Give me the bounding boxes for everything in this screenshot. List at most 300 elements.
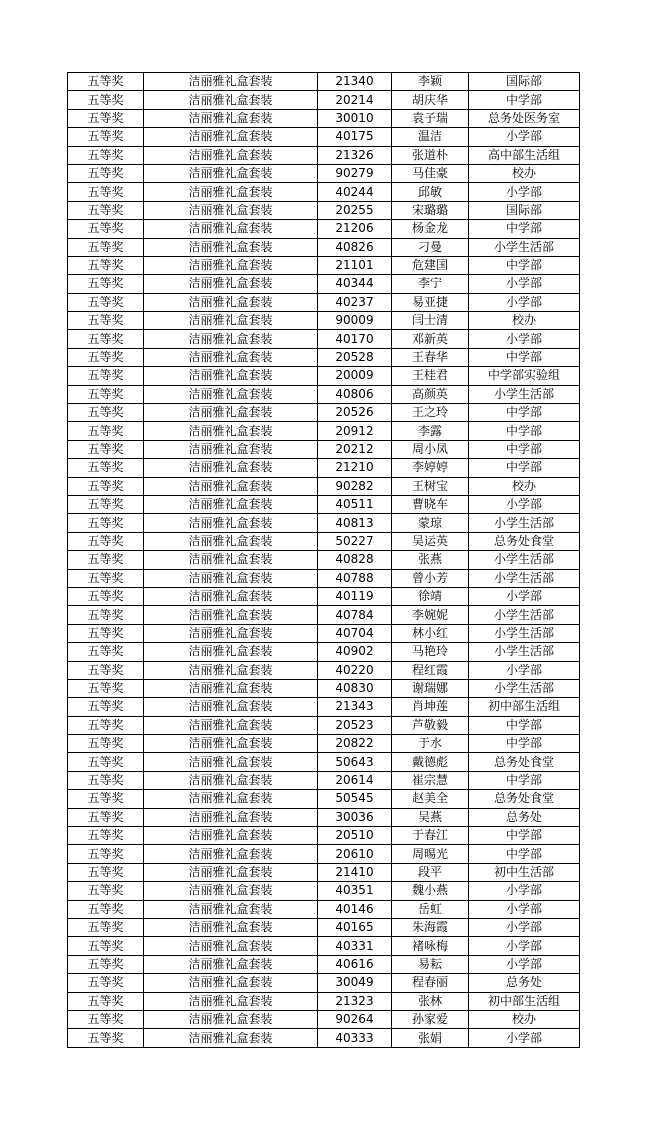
table-row bbox=[68, 220, 580, 238]
department-cell: 小学部 bbox=[469, 330, 580, 348]
person-name-cell: 周晹光 bbox=[392, 845, 469, 863]
staff-id-cell: 21343 bbox=[318, 698, 392, 716]
table-row bbox=[68, 790, 580, 808]
table-row bbox=[68, 918, 580, 936]
person-name-cell: 李颖 bbox=[392, 73, 469, 91]
table-row bbox=[68, 882, 580, 900]
person-name-cell: 张燕 bbox=[392, 551, 469, 569]
person-name-cell: 高颜英 bbox=[392, 385, 469, 403]
staff-id-cell: 20912 bbox=[318, 422, 392, 440]
person-name-cell: 李婷婷 bbox=[392, 459, 469, 477]
award-level-cell: 五等奖 bbox=[68, 293, 144, 311]
prize-item-cell: 洁丽雅礼盒套装 bbox=[144, 91, 318, 109]
prize-item-cell: 洁丽雅礼盒套装 bbox=[144, 459, 318, 477]
prize-item-cell: 洁丽雅礼盒套装 bbox=[144, 698, 318, 716]
award-level-cell: 五等奖 bbox=[68, 937, 144, 955]
award-level-cell: 五等奖 bbox=[68, 440, 144, 458]
department-cell: 中学部 bbox=[469, 716, 580, 734]
award-level-cell: 五等奖 bbox=[68, 1010, 144, 1028]
department-cell: 小学部 bbox=[469, 275, 580, 293]
staff-id-cell: 40511 bbox=[318, 495, 392, 513]
prize-item-cell: 洁丽雅礼盒套装 bbox=[144, 882, 318, 900]
department-cell: 中学部实验组 bbox=[469, 367, 580, 385]
award-level-cell: 五等奖 bbox=[68, 918, 144, 936]
award-level-cell: 五等奖 bbox=[68, 459, 144, 477]
award-level-cell: 五等奖 bbox=[68, 569, 144, 587]
prize-item-cell: 洁丽雅礼盒套装 bbox=[144, 606, 318, 624]
award-level-cell: 五等奖 bbox=[68, 753, 144, 771]
person-name-cell: 李露 bbox=[392, 422, 469, 440]
award-level-cell: 五等奖 bbox=[68, 404, 144, 422]
person-name-cell: 赵美全 bbox=[392, 790, 469, 808]
award-level-cell: 五等奖 bbox=[68, 808, 144, 826]
staff-id-cell: 50545 bbox=[318, 790, 392, 808]
person-name-cell: 林小红 bbox=[392, 624, 469, 642]
prize-item-cell: 洁丽雅礼盒套装 bbox=[144, 477, 318, 495]
department-cell: 初中部生活组 bbox=[469, 992, 580, 1010]
award-level-cell: 五等奖 bbox=[68, 955, 144, 973]
department-cell: 总务处医务室 bbox=[469, 109, 580, 127]
award-level-cell: 五等奖 bbox=[68, 477, 144, 495]
table-row bbox=[68, 992, 580, 1010]
person-name-cell: 程红霞 bbox=[392, 661, 469, 679]
staff-id-cell: 21101 bbox=[318, 256, 392, 274]
award-level-cell: 五等奖 bbox=[68, 201, 144, 219]
prize-item-cell: 洁丽雅礼盒套装 bbox=[144, 238, 318, 256]
award-level-cell: 五等奖 bbox=[68, 900, 144, 918]
award-level-cell: 五等奖 bbox=[68, 1029, 144, 1047]
award-level-cell: 五等奖 bbox=[68, 238, 144, 256]
staff-id-cell: 40902 bbox=[318, 643, 392, 661]
prize-item-cell: 洁丽雅礼盒套装 bbox=[144, 827, 318, 845]
table-row bbox=[68, 753, 580, 771]
table-row bbox=[68, 698, 580, 716]
table-row bbox=[68, 716, 580, 734]
department-cell: 中学部 bbox=[469, 422, 580, 440]
department-cell: 中学部 bbox=[469, 459, 580, 477]
table-row bbox=[68, 808, 580, 826]
department-cell: 校办 bbox=[469, 477, 580, 495]
table-row bbox=[68, 440, 580, 458]
department-cell: 初中部生活组 bbox=[469, 698, 580, 716]
award-level-cell: 五等奖 bbox=[68, 422, 144, 440]
award-level-cell: 五等奖 bbox=[68, 587, 144, 605]
award-level-cell: 五等奖 bbox=[68, 790, 144, 808]
prize-item-cell: 洁丽雅礼盒套装 bbox=[144, 679, 318, 697]
award-level-cell: 五等奖 bbox=[68, 146, 144, 164]
staff-id-cell: 40170 bbox=[318, 330, 392, 348]
prize-item-cell: 洁丽雅礼盒套装 bbox=[144, 164, 318, 182]
department-cell: 中学部 bbox=[469, 771, 580, 789]
prize-item-cell: 洁丽雅礼盒套装 bbox=[144, 918, 318, 936]
person-name-cell: 张道朴 bbox=[392, 146, 469, 164]
award-level-cell: 五等奖 bbox=[68, 661, 144, 679]
staff-id-cell: 20255 bbox=[318, 201, 392, 219]
table-row bbox=[68, 459, 580, 477]
department-cell: 小学生活部 bbox=[469, 551, 580, 569]
staff-id-cell: 40830 bbox=[318, 679, 392, 697]
department-cell: 小学部 bbox=[469, 900, 580, 918]
department-cell: 校办 bbox=[469, 164, 580, 182]
award-level-cell: 五等奖 bbox=[68, 256, 144, 274]
table-row bbox=[68, 827, 580, 845]
staff-id-cell: 40165 bbox=[318, 918, 392, 936]
person-name-cell: 魏小燕 bbox=[392, 882, 469, 900]
person-name-cell: 邱敏 bbox=[392, 183, 469, 201]
prize-item-cell: 洁丽雅礼盒套装 bbox=[144, 404, 318, 422]
table-row bbox=[68, 771, 580, 789]
staff-id-cell: 20528 bbox=[318, 348, 392, 366]
table-row bbox=[68, 661, 580, 679]
table-row bbox=[68, 495, 580, 513]
award-level-cell: 五等奖 bbox=[68, 716, 144, 734]
staff-id-cell: 21210 bbox=[318, 459, 392, 477]
prize-item-cell: 洁丽雅礼盒套装 bbox=[144, 73, 318, 91]
person-name-cell: 朱海霞 bbox=[392, 918, 469, 936]
prize-item-cell: 洁丽雅礼盒套装 bbox=[144, 863, 318, 881]
award-level-cell: 五等奖 bbox=[68, 275, 144, 293]
department-cell: 小学生活部 bbox=[469, 514, 580, 532]
prize-item-cell: 洁丽雅礼盒套装 bbox=[144, 293, 318, 311]
table-row bbox=[68, 532, 580, 550]
award-level-cell: 五等奖 bbox=[68, 532, 144, 550]
prize-item-cell: 洁丽雅礼盒套装 bbox=[144, 587, 318, 605]
person-name-cell: 孙家爱 bbox=[392, 1010, 469, 1028]
person-name-cell: 褚咏梅 bbox=[392, 937, 469, 955]
person-name-cell: 戴德彪 bbox=[392, 753, 469, 771]
prize-item-cell: 洁丽雅礼盒套装 bbox=[144, 128, 318, 146]
person-name-cell: 张娟 bbox=[392, 1029, 469, 1047]
staff-id-cell: 40616 bbox=[318, 955, 392, 973]
table-row bbox=[68, 1029, 580, 1047]
department-cell: 初中生活部 bbox=[469, 863, 580, 881]
table-row bbox=[68, 164, 580, 182]
staff-id-cell: 40351 bbox=[318, 882, 392, 900]
department-cell: 中学部 bbox=[469, 735, 580, 753]
department-cell: 中学部 bbox=[469, 404, 580, 422]
staff-id-cell: 21206 bbox=[318, 220, 392, 238]
staff-id-cell: 20822 bbox=[318, 735, 392, 753]
table-row bbox=[68, 900, 580, 918]
department-cell: 小学生活部 bbox=[469, 606, 580, 624]
person-name-cell: 程春丽 bbox=[392, 974, 469, 992]
person-name-cell: 谢瑞娜 bbox=[392, 679, 469, 697]
prize-item-cell: 洁丽雅礼盒套装 bbox=[144, 753, 318, 771]
award-level-cell: 五等奖 bbox=[68, 735, 144, 753]
department-cell: 小学部 bbox=[469, 587, 580, 605]
award-level-cell: 五等奖 bbox=[68, 863, 144, 881]
award-level-cell: 五等奖 bbox=[68, 367, 144, 385]
award-level-cell: 五等奖 bbox=[68, 606, 144, 624]
prize-item-cell: 洁丽雅礼盒套装 bbox=[144, 735, 318, 753]
department-cell: 中学部 bbox=[469, 845, 580, 863]
department-cell: 总务处食堂 bbox=[469, 790, 580, 808]
staff-id-cell: 40784 bbox=[318, 606, 392, 624]
staff-id-cell: 40237 bbox=[318, 293, 392, 311]
staff-id-cell: 21326 bbox=[318, 146, 392, 164]
person-name-cell: 刁曼 bbox=[392, 238, 469, 256]
department-cell: 中学部 bbox=[469, 256, 580, 274]
person-name-cell: 曹晓车 bbox=[392, 495, 469, 513]
person-name-cell: 张林 bbox=[392, 992, 469, 1010]
table-row bbox=[68, 974, 580, 992]
staff-id-cell: 21323 bbox=[318, 992, 392, 1010]
award-level-cell: 五等奖 bbox=[68, 348, 144, 366]
award-level-cell: 五等奖 bbox=[68, 220, 144, 238]
award-level-cell: 五等奖 bbox=[68, 109, 144, 127]
department-cell: 小学部 bbox=[469, 293, 580, 311]
award-level-cell: 五等奖 bbox=[68, 385, 144, 403]
department-cell: 小学生活部 bbox=[469, 569, 580, 587]
prize-item-cell: 洁丽雅礼盒套装 bbox=[144, 146, 318, 164]
award-level-cell: 五等奖 bbox=[68, 164, 144, 182]
staff-id-cell: 50643 bbox=[318, 753, 392, 771]
staff-id-cell: 20510 bbox=[318, 827, 392, 845]
prize-item-cell: 洁丽雅礼盒套装 bbox=[144, 569, 318, 587]
person-name-cell: 徐靖 bbox=[392, 587, 469, 605]
table-row bbox=[68, 109, 580, 127]
table-row bbox=[68, 146, 580, 164]
award-level-cell: 五等奖 bbox=[68, 183, 144, 201]
table-row bbox=[68, 404, 580, 422]
staff-id-cell: 30036 bbox=[318, 808, 392, 826]
staff-id-cell: 20614 bbox=[318, 771, 392, 789]
person-name-cell: 马艳玲 bbox=[392, 643, 469, 661]
person-name-cell: 危建国 bbox=[392, 256, 469, 274]
department-cell: 总务处食堂 bbox=[469, 532, 580, 550]
award-level-cell: 五等奖 bbox=[68, 551, 144, 569]
prize-item-cell: 洁丽雅礼盒套装 bbox=[144, 440, 318, 458]
department-cell: 小学生活部 bbox=[469, 238, 580, 256]
staff-id-cell: 40220 bbox=[318, 661, 392, 679]
award-level-cell: 五等奖 bbox=[68, 495, 144, 513]
department-cell: 小学部 bbox=[469, 661, 580, 679]
department-cell: 小学部 bbox=[469, 918, 580, 936]
person-name-cell: 曾小芳 bbox=[392, 569, 469, 587]
prize-item-cell: 洁丽雅礼盒套装 bbox=[144, 275, 318, 293]
person-name-cell: 袁子瑞 bbox=[392, 109, 469, 127]
table-row bbox=[68, 293, 580, 311]
table-row bbox=[68, 845, 580, 863]
prize-item-cell: 洁丽雅礼盒套装 bbox=[144, 661, 318, 679]
table-row bbox=[68, 385, 580, 403]
prize-item-cell: 洁丽雅礼盒套装 bbox=[144, 974, 318, 992]
table-row bbox=[68, 551, 580, 569]
department-cell: 小学生活部 bbox=[469, 679, 580, 697]
department-cell: 小学部 bbox=[469, 495, 580, 513]
person-name-cell: 肖坤莲 bbox=[392, 698, 469, 716]
table-row bbox=[68, 73, 580, 91]
table-row bbox=[68, 201, 580, 219]
table-row bbox=[68, 643, 580, 661]
department-cell: 中学部 bbox=[469, 91, 580, 109]
table-row bbox=[68, 863, 580, 881]
prize-item-cell: 洁丽雅礼盒套装 bbox=[144, 514, 318, 532]
prize-item-cell: 洁丽雅礼盒套装 bbox=[144, 495, 318, 513]
table-row bbox=[68, 348, 580, 366]
staff-id-cell: 40331 bbox=[318, 937, 392, 955]
department-cell: 小学生活部 bbox=[469, 385, 580, 403]
staff-id-cell: 30010 bbox=[318, 109, 392, 127]
staff-id-cell: 40333 bbox=[318, 1029, 392, 1047]
staff-id-cell: 40788 bbox=[318, 569, 392, 587]
prize-item-cell: 洁丽雅礼盒套装 bbox=[144, 385, 318, 403]
prize-item-cell: 洁丽雅礼盒套装 bbox=[144, 716, 318, 734]
person-name-cell: 王桂君 bbox=[392, 367, 469, 385]
staff-id-cell: 30049 bbox=[318, 974, 392, 992]
prize-winners-table bbox=[67, 72, 580, 1048]
person-name-cell: 李宁 bbox=[392, 275, 469, 293]
prize-item-cell: 洁丽雅礼盒套装 bbox=[144, 551, 318, 569]
prize-item-cell: 洁丽雅礼盒套装 bbox=[144, 845, 318, 863]
award-level-cell: 五等奖 bbox=[68, 643, 144, 661]
table-row bbox=[68, 367, 580, 385]
table-row bbox=[68, 1010, 580, 1028]
table-row bbox=[68, 330, 580, 348]
table-row bbox=[68, 735, 580, 753]
staff-id-cell: 20523 bbox=[318, 716, 392, 734]
department-cell: 小学部 bbox=[469, 183, 580, 201]
award-level-cell: 五等奖 bbox=[68, 974, 144, 992]
staff-id-cell: 40244 bbox=[318, 183, 392, 201]
department-cell: 中学部 bbox=[469, 348, 580, 366]
staff-id-cell: 21340 bbox=[318, 73, 392, 91]
award-level-cell: 五等奖 bbox=[68, 73, 144, 91]
staff-id-cell: 90282 bbox=[318, 477, 392, 495]
award-level-cell: 五等奖 bbox=[68, 624, 144, 642]
person-name-cell: 吴燕 bbox=[392, 808, 469, 826]
table-row bbox=[68, 477, 580, 495]
award-level-cell: 五等奖 bbox=[68, 845, 144, 863]
department-cell: 小学部 bbox=[469, 937, 580, 955]
department-cell: 国际部 bbox=[469, 73, 580, 91]
person-name-cell: 胡庆华 bbox=[392, 91, 469, 109]
award-level-cell: 五等奖 bbox=[68, 698, 144, 716]
award-level-cell: 五等奖 bbox=[68, 882, 144, 900]
person-name-cell: 马佳豪 bbox=[392, 164, 469, 182]
department-cell: 中学部 bbox=[469, 827, 580, 845]
staff-id-cell: 40704 bbox=[318, 624, 392, 642]
person-name-cell: 王树宝 bbox=[392, 477, 469, 495]
prize-item-cell: 洁丽雅礼盒套装 bbox=[144, 256, 318, 274]
department-cell: 校办 bbox=[469, 1010, 580, 1028]
department-cell: 总务处 bbox=[469, 808, 580, 826]
prize-item-cell: 洁丽雅礼盒套装 bbox=[144, 790, 318, 808]
table-row bbox=[68, 587, 580, 605]
person-name-cell: 段平 bbox=[392, 863, 469, 881]
person-name-cell: 蒙琼 bbox=[392, 514, 469, 532]
prize-item-cell: 洁丽雅礼盒套装 bbox=[144, 937, 318, 955]
award-level-cell: 五等奖 bbox=[68, 128, 144, 146]
table-row bbox=[68, 624, 580, 642]
award-level-cell: 五等奖 bbox=[68, 827, 144, 845]
person-name-cell: 李婉妮 bbox=[392, 606, 469, 624]
staff-id-cell: 40146 bbox=[318, 900, 392, 918]
award-level-cell: 五等奖 bbox=[68, 91, 144, 109]
staff-id-cell: 21410 bbox=[318, 863, 392, 881]
staff-id-cell: 40119 bbox=[318, 587, 392, 605]
prize-item-cell: 洁丽雅礼盒套装 bbox=[144, 532, 318, 550]
table-row bbox=[68, 514, 580, 532]
person-name-cell: 易亚捷 bbox=[392, 293, 469, 311]
prize-item-cell: 洁丽雅礼盒套装 bbox=[144, 330, 318, 348]
person-name-cell: 吴运英 bbox=[392, 532, 469, 550]
staff-id-cell: 40826 bbox=[318, 238, 392, 256]
person-name-cell: 温洁 bbox=[392, 128, 469, 146]
staff-id-cell: 40813 bbox=[318, 514, 392, 532]
staff-id-cell: 20212 bbox=[318, 440, 392, 458]
staff-id-cell: 20214 bbox=[318, 91, 392, 109]
prize-item-cell: 洁丽雅礼盒套装 bbox=[144, 955, 318, 973]
person-name-cell: 岳虹 bbox=[392, 900, 469, 918]
staff-id-cell: 50227 bbox=[318, 532, 392, 550]
person-name-cell: 于春江 bbox=[392, 827, 469, 845]
person-name-cell: 杨金龙 bbox=[392, 220, 469, 238]
staff-id-cell: 20009 bbox=[318, 367, 392, 385]
table-row bbox=[68, 128, 580, 146]
person-name-cell: 崔宗慧 bbox=[392, 771, 469, 789]
award-level-cell: 五等奖 bbox=[68, 679, 144, 697]
table-row bbox=[68, 679, 580, 697]
award-level-cell: 五等奖 bbox=[68, 771, 144, 789]
department-cell: 总务处食堂 bbox=[469, 753, 580, 771]
department-cell: 高中部生活组 bbox=[469, 146, 580, 164]
table-row bbox=[68, 275, 580, 293]
department-cell: 小学部 bbox=[469, 1029, 580, 1047]
table-row bbox=[68, 569, 580, 587]
prize-item-cell: 洁丽雅礼盒套装 bbox=[144, 1029, 318, 1047]
table-row bbox=[68, 238, 580, 256]
staff-id-cell: 90279 bbox=[318, 164, 392, 182]
person-name-cell: 周小凤 bbox=[392, 440, 469, 458]
prize-item-cell: 洁丽雅礼盒套装 bbox=[144, 312, 318, 330]
table-row bbox=[68, 312, 580, 330]
award-level-cell: 五等奖 bbox=[68, 992, 144, 1010]
department-cell: 中学部 bbox=[469, 220, 580, 238]
person-name-cell: 王春华 bbox=[392, 348, 469, 366]
prize-item-cell: 洁丽雅礼盒套装 bbox=[144, 643, 318, 661]
staff-id-cell: 40175 bbox=[318, 128, 392, 146]
prize-item-cell: 洁丽雅礼盒套装 bbox=[144, 422, 318, 440]
person-name-cell: 易耘 bbox=[392, 955, 469, 973]
prize-item-cell: 洁丽雅礼盒套装 bbox=[144, 1010, 318, 1028]
prize-item-cell: 洁丽雅礼盒套装 bbox=[144, 183, 318, 201]
table-row bbox=[68, 937, 580, 955]
staff-id-cell: 20610 bbox=[318, 845, 392, 863]
staff-id-cell: 90264 bbox=[318, 1010, 392, 1028]
table-row bbox=[68, 422, 580, 440]
award-level-cell: 五等奖 bbox=[68, 514, 144, 532]
department-cell: 中学部 bbox=[469, 440, 580, 458]
prize-item-cell: 洁丽雅礼盒套装 bbox=[144, 220, 318, 238]
staff-id-cell: 40344 bbox=[318, 275, 392, 293]
department-cell: 校办 bbox=[469, 312, 580, 330]
person-name-cell: 于水 bbox=[392, 735, 469, 753]
prize-item-cell: 洁丽雅礼盒套装 bbox=[144, 771, 318, 789]
department-cell: 小学部 bbox=[469, 882, 580, 900]
department-cell: 小学生活部 bbox=[469, 643, 580, 661]
staff-id-cell: 20526 bbox=[318, 404, 392, 422]
table-row bbox=[68, 606, 580, 624]
department-cell: 小学部 bbox=[469, 128, 580, 146]
person-name-cell: 宋璐璐 bbox=[392, 201, 469, 219]
prize-item-cell: 洁丽雅礼盒套装 bbox=[144, 624, 318, 642]
person-name-cell: 邓新英 bbox=[392, 330, 469, 348]
department-cell: 小学部 bbox=[469, 955, 580, 973]
prize-item-cell: 洁丽雅礼盒套装 bbox=[144, 109, 318, 127]
staff-id-cell: 40806 bbox=[318, 385, 392, 403]
table-body bbox=[68, 73, 580, 1048]
